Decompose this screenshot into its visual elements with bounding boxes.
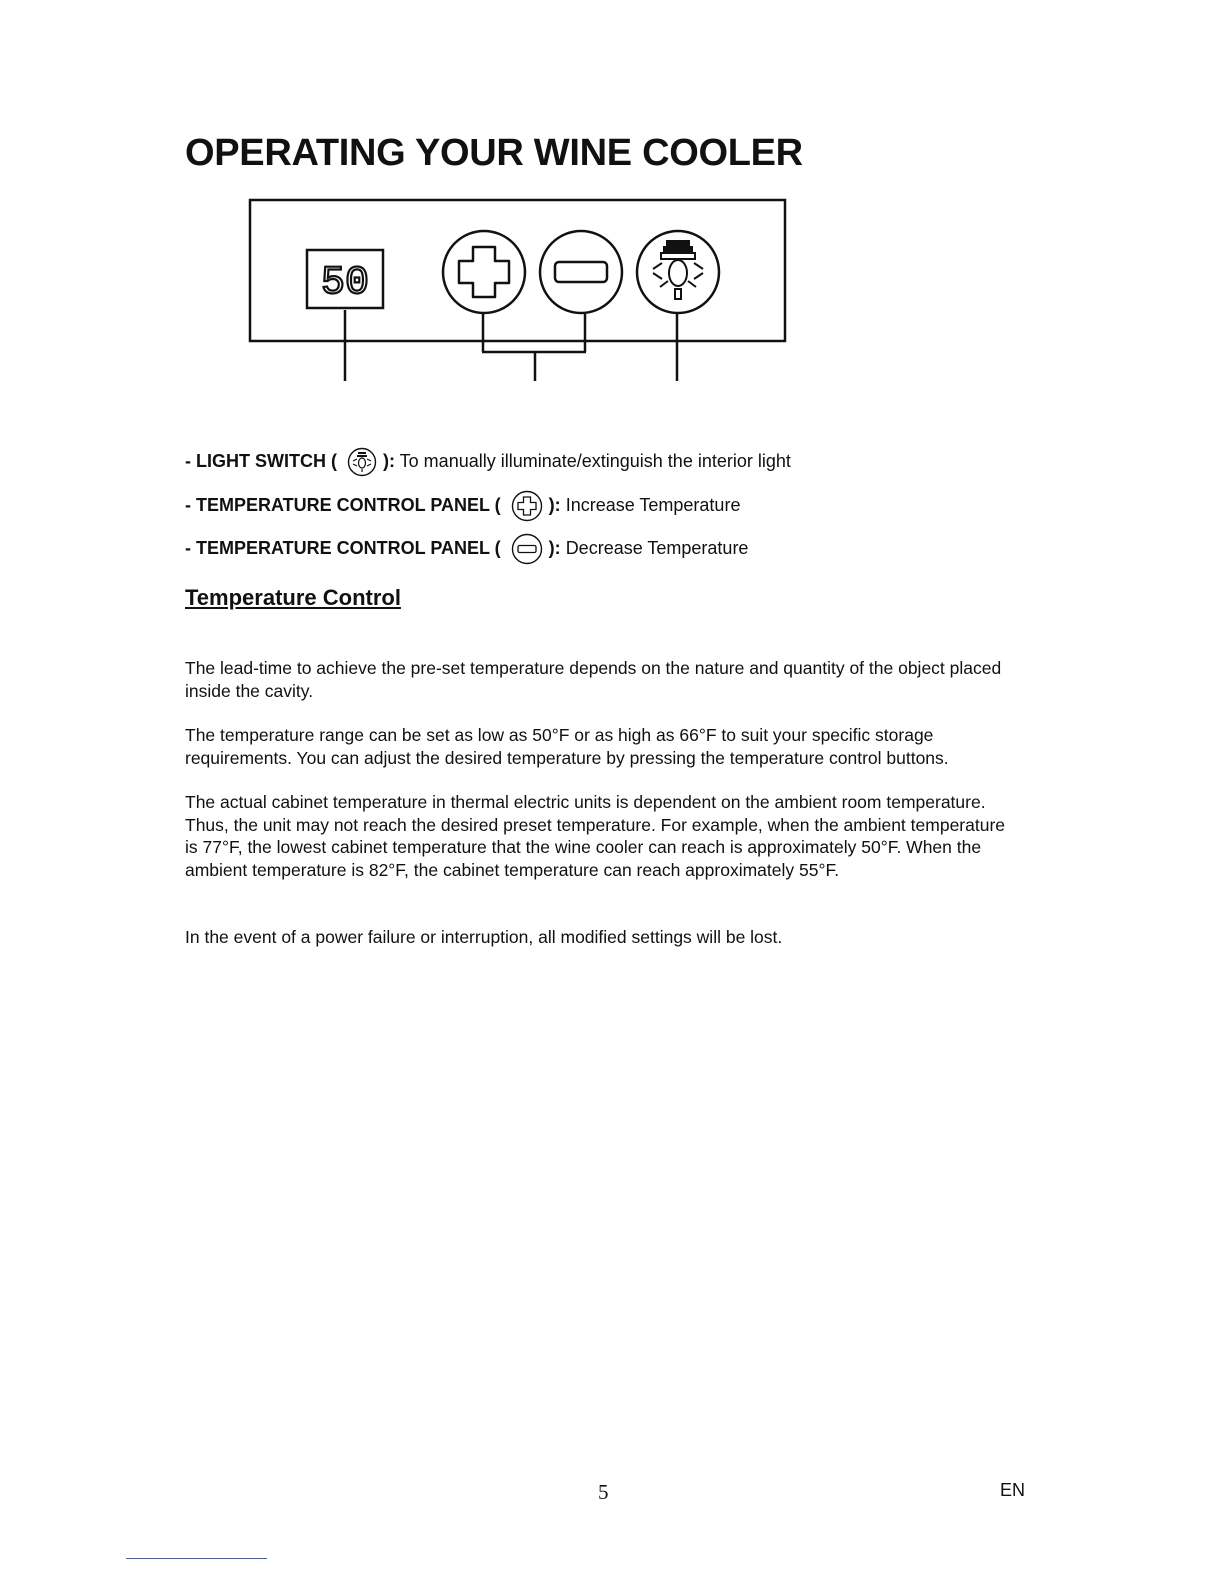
plus-icon <box>511 490 543 522</box>
paragraph-ambient-temperature: The actual cabinet temperature in thermal electric units is dependent on the ambient room temperature. Thus, the unit may not reach the desired preset temperature. For example, when the ambient temperature is 77°F, the lowest cabinet temperature that the wine cooler can reach is approximately 50°F. When the ambient temperature is 82°F, the cabinet temperature can reach approximately 55°F. <box>185 792 1006 880</box>
legend-description: To manually illuminate/extinguish the interior light <box>399 450 791 471</box>
paragraph-power-failure: In the event of a power failure or interruption, all modified settings will be lost. <box>185 927 783 947</box>
page-title: OPERATING YOUR WINE COOLER <box>185 132 803 174</box>
plus-icon <box>459 247 509 297</box>
section-heading: Temperature Control <box>185 585 401 610</box>
plus-button <box>443 231 525 313</box>
legend-label: - LIGHT SWITCH ( <box>185 450 337 471</box>
legend-label: - TEMPERATURE CONTROL PANEL ( <box>185 494 501 515</box>
legend-close: ): <box>382 450 395 471</box>
light-button <box>637 231 719 313</box>
legend-description: Increase Temperature <box>565 494 741 515</box>
legend-decrease <box>185 533 748 565</box>
legend-close: ): <box>548 494 561 515</box>
page-number: 5 <box>598 1480 609 1504</box>
footnote-rule <box>126 1558 267 1559</box>
paragraph-temperature-range: The temperature range can be set as low as 50°F or as high as 66°F to suit your specific storage requirements. You can adjust the desired temperature by pressing the temperature control buttons. <box>185 725 949 768</box>
legend-close: ): <box>548 537 561 558</box>
legend-light-switch <box>185 447 791 477</box>
control-panel-diagram <box>240 193 800 388</box>
language-code: EN <box>1000 1480 1026 1500</box>
display-value: 50 <box>320 261 370 306</box>
minus-icon <box>555 262 607 282</box>
minus-icon <box>511 533 543 565</box>
legend-label: - TEMPERATURE CONTROL PANEL ( <box>185 537 501 558</box>
light-bulb-icon <box>653 241 703 299</box>
digital-display <box>307 250 383 308</box>
minus-button <box>540 231 622 313</box>
paragraph-lead-time: The lead-time to achieve the pre-set temperature depends on the nature and quantity of the object placed inside the cavity. <box>185 658 1002 701</box>
legend-increase <box>185 490 740 522</box>
legend-description: Decrease Temperature <box>565 537 749 558</box>
light-bulb-icon <box>347 447 377 477</box>
leader-lines <box>345 310 677 381</box>
